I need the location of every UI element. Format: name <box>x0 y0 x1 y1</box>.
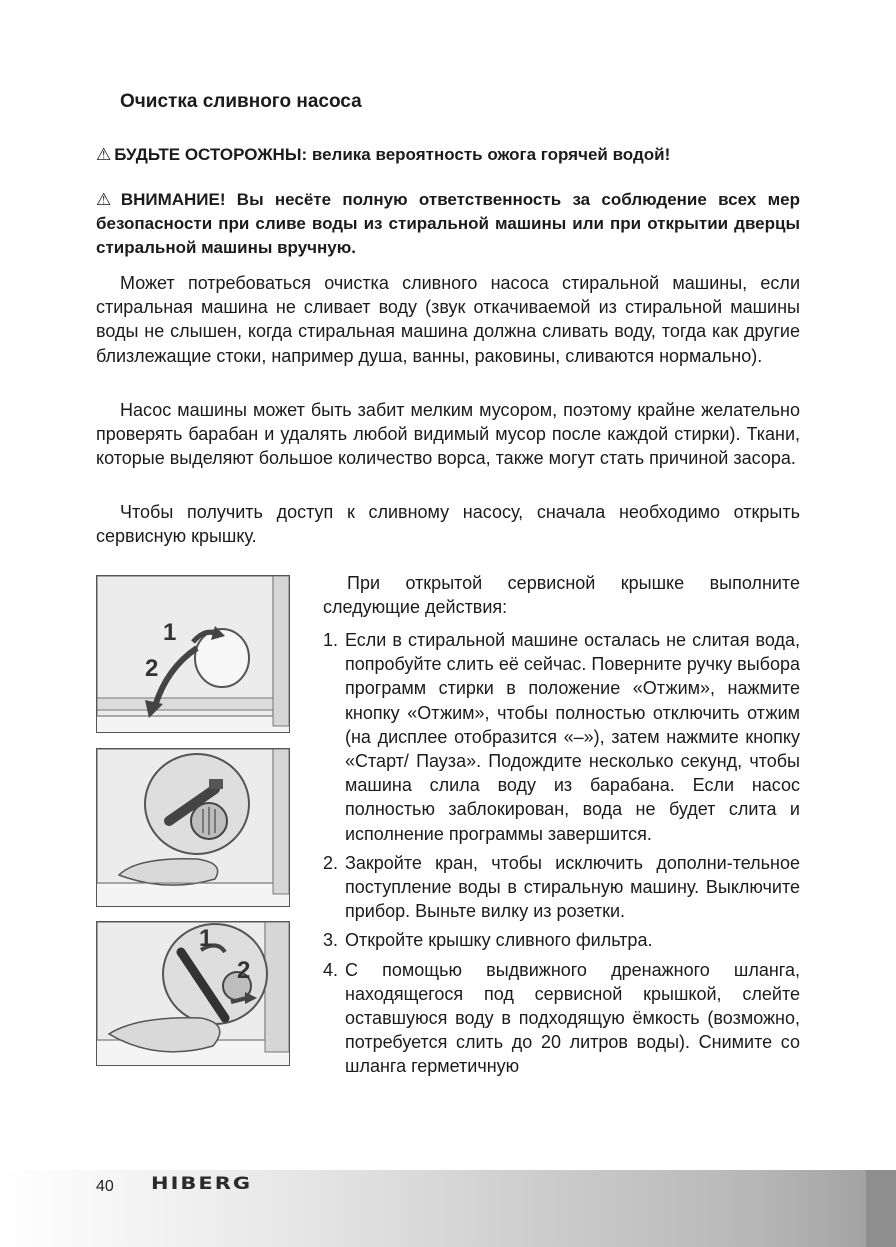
figure-label: 2 <box>237 957 251 984</box>
list-item <box>323 851 800 924</box>
brand-logo: HIBERG <box>151 1174 253 1194</box>
paragraph: Насос машины может быть забит мелким мусором, поэтому крайне желательно проверять барабан и удалять любой видимый мусор после каждой стирки). Ткани, которые выделяют большое количество ворса, также могут стать причиной засора. <box>96 400 800 469</box>
list-item <box>323 628 800 846</box>
step-text: Если в стиральной машине осталась не слитая вода, попробуйте слить её сейчас. Поверните ручку выбора программ стирки в положение «Отжим», нажмите кнопку «Отжим», чтобы полностью отключить отжим (на дисплее отобразится «–»), затем нажмите кнопку «Старт/ Пауза». Подождите несколько секунд, чтобы машина слила воду из барабана. Если насос полностью заблокирован, вода не будет слита и исполнение программы завершится. <box>345 630 800 844</box>
caution-warning <box>96 143 800 167</box>
figure-label: 1 <box>199 925 213 952</box>
list-item <box>323 958 800 1079</box>
page-title: Очистка сливного насоса <box>120 91 362 112</box>
step-number: 4. <box>323 959 339 980</box>
steps-list <box>323 628 800 1084</box>
step-text: С помощью выдвижного дренажного шланга, находящегося под сервисной крышкой, слейте оставшуюся воду в подходящую ёмкость (возможно, потребуется слить до 20 литров воды). Снимите со шланга герметичную <box>345 959 800 1077</box>
attention-warning <box>96 188 800 260</box>
figure-label: 1 <box>163 619 177 646</box>
caution-text: БУДЬТЕ ОСТОРОЖНЫ: велика вероятность ожога горячей водой! <box>114 145 671 164</box>
figure-label: 2 <box>145 655 159 682</box>
paragraph: Чтобы получить доступ к сливному насосу, сначала необходимо открыть сервисную крышку. <box>96 502 800 547</box>
step-number: 3. <box>323 930 339 951</box>
step-number: 1. <box>323 630 339 650</box>
page-number: 40 <box>96 1178 114 1195</box>
step-number: 2. <box>323 852 339 873</box>
steps-intro: При открытой сервисной крышке выполните следующие действия: <box>323 573 800 618</box>
list-item <box>323 928 800 952</box>
figure-open-service-cover <box>96 575 290 733</box>
figure-filter-and-hose <box>96 748 290 907</box>
warning-triangle-icon: ⚠ <box>96 190 118 209</box>
step-text: Откройте крышку сливного фильтра. <box>345 930 653 951</box>
attention-text: ВНИМАНИЕ! Вы несёте полную ответственность за соблюдение всех мер безопасности при сливе воды из стиральной машины или при открытии дверцы стиральной машины вручную. <box>96 190 800 257</box>
paragraph: Может потребоваться очистка сливного насоса стиральной машины, если стиральная машина не сливает воду (звук откачиваемой из стиральной машины воды не слышен, когда стиральная машина должна сливать воду, тогда как другие близлежащие стоки, например душа, ванны, раковины, сливаются нормально). <box>96 273 800 366</box>
step-text: Закройте кран, чтобы исключить дополни-тельное поступление воды в стиральную машину. Выключите прибор. Выньте вилку из розетки. <box>345 852 800 922</box>
footer-corner <box>866 1170 896 1247</box>
footer-bar <box>0 1170 896 1247</box>
figure-drain-hose <box>96 921 290 1066</box>
warning-triangle-icon: ⚠ <box>96 145 112 164</box>
